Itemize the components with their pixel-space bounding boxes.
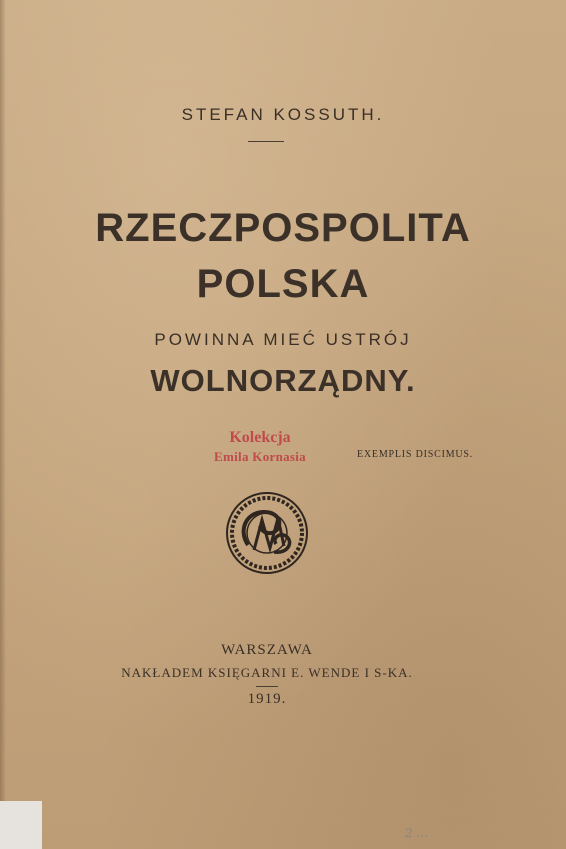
page-edge-shadow (0, 0, 6, 849)
imprint-divider (256, 686, 278, 687)
title-line-2: POLSKA (196, 262, 370, 306)
author-name: STEFAN KOSSUTH. (181, 105, 385, 124)
pencil-annotation: 2 ... (404, 825, 429, 841)
subtitle-line-2: WOLNORZĄDNY. (150, 363, 416, 398)
scan-corner-patch (0, 801, 42, 849)
imprint-publisher: NAKŁADEM KSIĘGARNI E. WENDE I S-KA. (121, 665, 413, 680)
subtitle-line-1: POWINNA MIEĆ USTRÓJ (154, 330, 412, 349)
motto: EXEMPLIS DISCIMUS. (357, 449, 474, 460)
stamp-line-1: Kolekcja (229, 429, 291, 446)
imprint-year: 1919. (247, 691, 287, 707)
title-line-1: RZECZPOSPOLITA (95, 206, 471, 250)
publisher-monogram-wreath-icon (224, 490, 310, 576)
stamp-line-2: Emila Kornasia (214, 449, 306, 464)
collection-stamp (200, 428, 320, 466)
imprint-city: WARSZAWA (221, 642, 313, 658)
author-divider (248, 141, 284, 142)
